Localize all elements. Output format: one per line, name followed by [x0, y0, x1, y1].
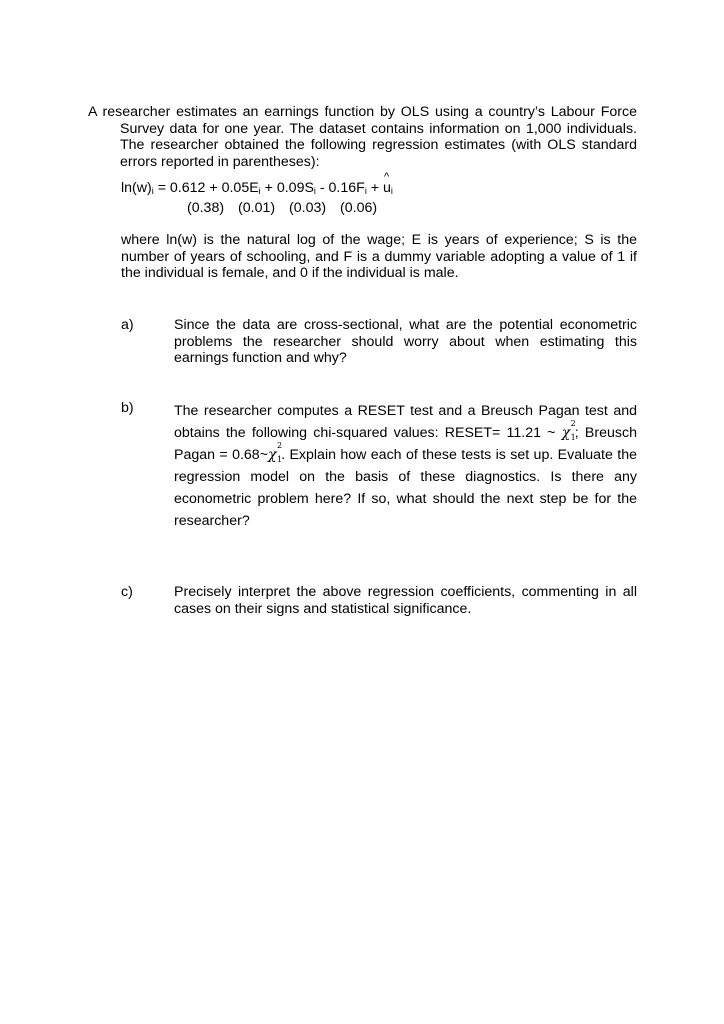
- eq-part3: - 0.16F: [315, 180, 365, 196]
- se-intercept: (0.38): [187, 200, 225, 216]
- eq-part1: = 0.612 + 0.05E: [153, 180, 259, 196]
- question-b-text-3: . Explain how each of these tests is set up. Evaluate the regression model on the basis of these diagnostics. Is there any econometric problem here? If so, what should the next step be for the researcher?: [174, 447, 637, 529]
- chi-letter: χ: [561, 425, 571, 441]
- question-b: [121, 400, 637, 532]
- eq-sub-e: i: [258, 186, 261, 196]
- intro-paragraph: [88, 104, 637, 170]
- chi-squared-symbol: [561, 419, 576, 444]
- question-a-label: a): [121, 317, 134, 333]
- question-a: [121, 317, 637, 367]
- question-b-label: b): [121, 400, 134, 416]
- chi-squared-symbol-2: [268, 441, 283, 466]
- chi-sup-2: 2: [277, 441, 283, 450]
- eq-lhs-sub: i: [151, 186, 154, 196]
- se-schooling: (0.03): [289, 200, 327, 216]
- question-c-label: c): [121, 584, 133, 600]
- eq-sub-s: i: [313, 186, 316, 196]
- variable-definitions: [121, 232, 637, 282]
- chi-sup: 2: [570, 419, 576, 428]
- eq-u-sub: i: [390, 186, 393, 196]
- chi-sub-2: 1: [277, 455, 283, 464]
- eq-u: u: [382, 180, 391, 196]
- intro-text: A researcher estimates an earnings function by OLS using a country’s Labour Force Survey data for one year. The dataset contains information on 1,000 individuals. The researcher obtained the following regression estimates (with OLS standard errors reported in parentheses):: [88, 104, 637, 170]
- question-b-text: [174, 400, 637, 532]
- se-experience: (0.01): [238, 200, 276, 216]
- eq-lhs: ln(w): [121, 180, 152, 196]
- question-c: [121, 584, 637, 617]
- equation-line: [121, 171, 393, 198]
- standard-errors-line: [187, 200, 377, 217]
- chi-letter-2: χ: [268, 447, 277, 463]
- eq-part2: + 0.09S: [260, 180, 314, 196]
- eq-part4: +: [366, 180, 383, 196]
- question-a-text: Since the data are cross-sectional, what are the potential econometric problems the researcher should worry about when estimating this earnings function and why?: [174, 317, 637, 367]
- eq-residual: [382, 171, 391, 197]
- question-b-text-1: The researcher computes a RESET test and a Breusch Pagan test and obtains the following chi-squared values: RESET= 11.21 ~: [174, 403, 637, 441]
- where-text: where ln(w) is the natural log of the wage; E is years of experience; S is the number of years of schooling, and F is a dummy variable adopting a value of 1 if the individual is female, and 0 if the individual is male.: [121, 232, 637, 282]
- question-b-text-2: ; Breusch Pagan = 0.68~: [174, 425, 637, 463]
- chi-sub: 1: [570, 433, 576, 442]
- hat-mark: ^: [383, 171, 390, 183]
- se-female: (0.06): [340, 200, 378, 216]
- question-c-text: Precisely interpret the above regression coefficients, commenting in all cases on their signs and statistical significance.: [174, 584, 637, 617]
- eq-sub-f: i: [364, 186, 367, 196]
